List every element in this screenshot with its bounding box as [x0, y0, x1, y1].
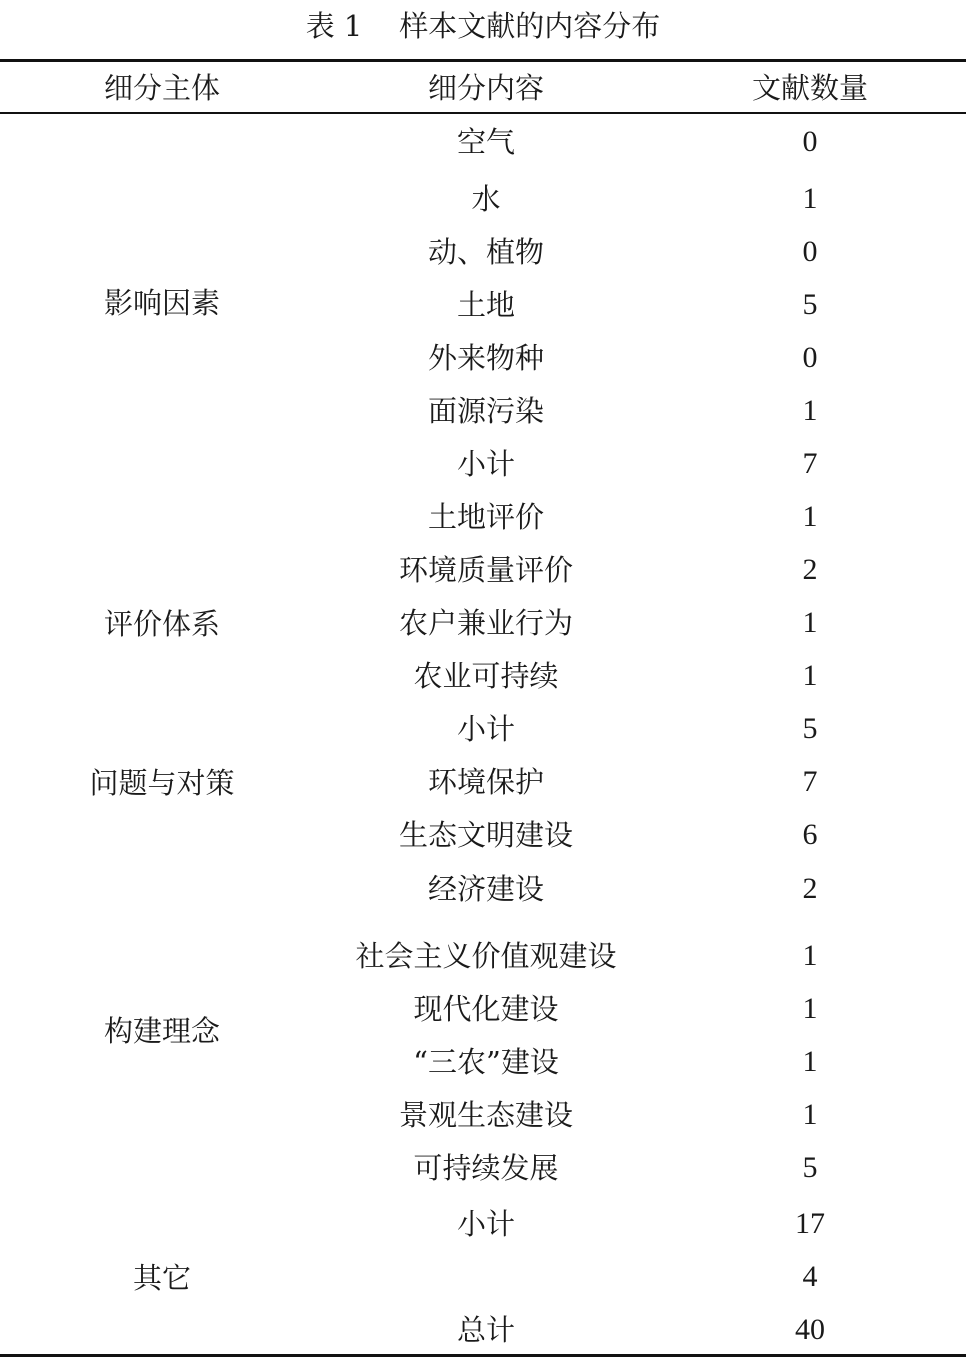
content-cell: 小计: [456, 1207, 515, 1241]
count-cell: 7: [802, 765, 818, 798]
content-cell: 小计: [456, 447, 515, 481]
count-cell: 6: [802, 818, 818, 851]
count-cell: 5: [802, 1151, 818, 1184]
content-cell: [286, 1257, 686, 1297]
group-label: 其它: [132, 1261, 191, 1295]
count-cell: 1: [802, 939, 818, 972]
content-cell: 土地: [456, 288, 515, 322]
count-cell: 1: [802, 992, 818, 1025]
group-label: 问题与对策: [89, 766, 235, 800]
content-cell: 景观生态建设: [398, 1098, 573, 1132]
count-cell: 1: [802, 659, 818, 692]
count-cell: 1: [802, 606, 818, 639]
group-label: 评价体系: [103, 607, 220, 641]
content-cell: 总计: [456, 1313, 515, 1347]
count-cell: 4: [802, 1260, 818, 1293]
count-cell: 1: [802, 500, 818, 533]
count-cell: 17: [795, 1207, 825, 1240]
content-cell: 社会主义价值观建设: [355, 939, 617, 973]
count-cell: 1: [802, 1045, 818, 1078]
content-cell: 土地评价: [427, 500, 544, 534]
group-label: 影响因素: [103, 286, 220, 320]
content-cell: 外来物种: [427, 341, 544, 375]
count-cell: 2: [802, 553, 818, 586]
count-cell: 0: [802, 235, 818, 268]
top-rule: [0, 59, 966, 62]
count-cell: 7: [802, 447, 818, 480]
content-cell: “三农”建设: [413, 1045, 559, 1079]
content-cell: 农业可持续: [413, 659, 559, 693]
content-cell: 生态文明建设: [398, 818, 573, 852]
content-cell: 经济建设: [427, 872, 544, 906]
count-cell: 5: [802, 712, 818, 745]
header-rule: [0, 112, 966, 114]
content-cell: 可持续发展: [413, 1151, 559, 1185]
count-cell: 1: [802, 182, 818, 215]
count-cell: 40: [795, 1313, 825, 1346]
content-cell: 空气: [456, 125, 515, 159]
header-content: 细分内容: [427, 71, 544, 105]
content-cell: 环境保护: [427, 765, 544, 799]
count-cell: 1: [802, 394, 818, 427]
count-cell: 2: [802, 872, 818, 905]
bottom-rule: [0, 1354, 966, 1357]
count-cell: 1: [802, 1098, 818, 1131]
content-cell: 农户兼业行为: [398, 606, 573, 640]
content-cell: 现代化建设: [413, 992, 559, 1026]
content-cell: 水: [471, 182, 501, 216]
group-label: 构建理念: [103, 1014, 220, 1048]
count-cell: 5: [802, 288, 818, 321]
content-cell: 动、植物: [427, 235, 544, 269]
content-cell: 环境质量评价: [398, 553, 573, 587]
content-cell: 小计: [456, 712, 515, 746]
content-cell: 面源污染: [427, 394, 544, 428]
count-cell: 0: [802, 125, 818, 158]
count-cell: 0: [802, 341, 818, 374]
header-count: 文献数量: [751, 71, 868, 105]
table-caption: 表 1 样本文献的内容分布: [305, 9, 661, 43]
header-subject: 细分主体: [103, 71, 220, 105]
